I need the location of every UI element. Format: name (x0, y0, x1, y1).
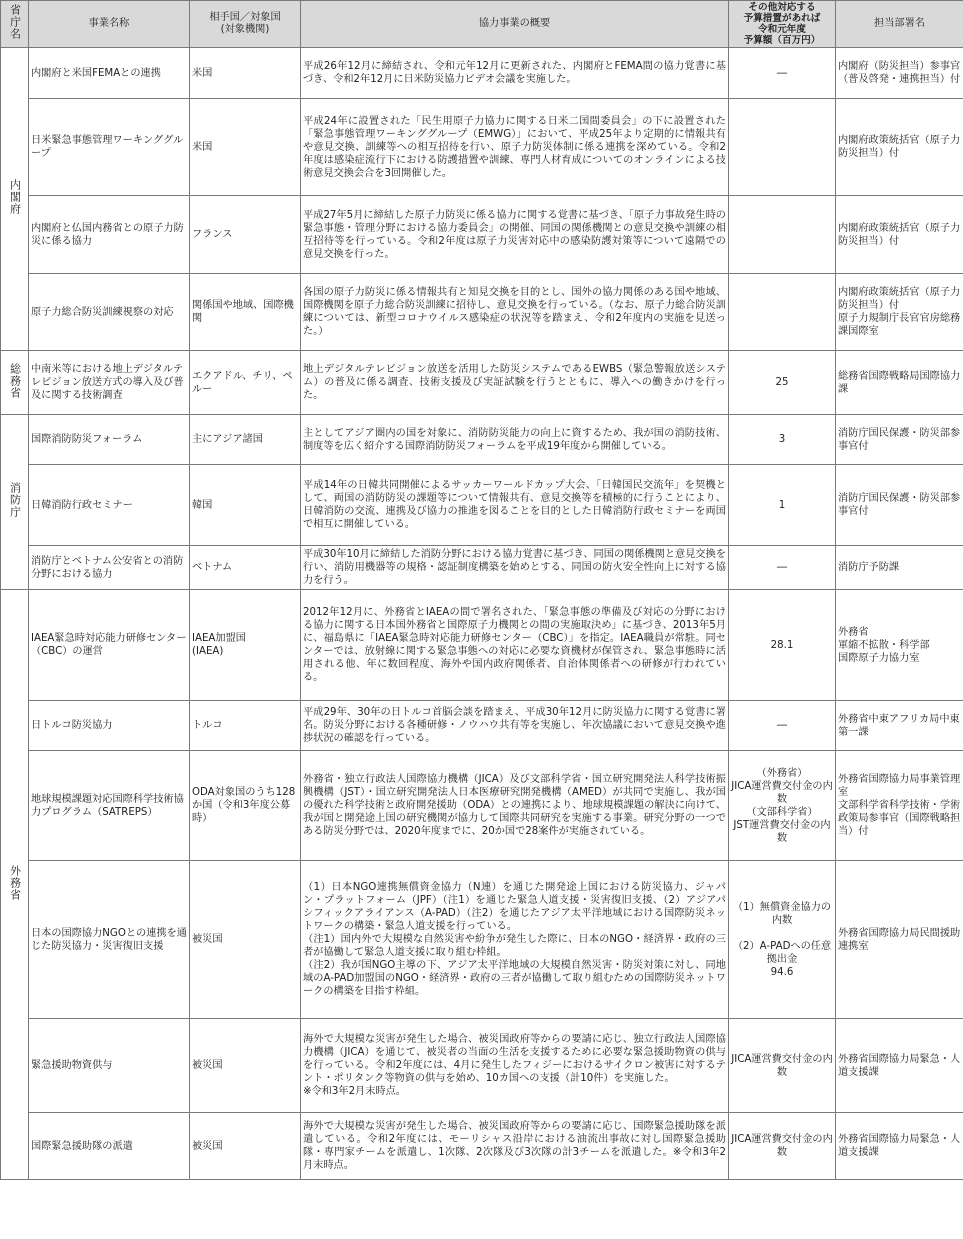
summary: 平成27年5月に締結した原子力防災に係る協力に関する覚書に基づき、「原子力事故発生時の緊急事態・管理分野における協力委員会」の開催、同国の関係機関との意見交換や訓練の相互招待等を行っている。令和2年度は原子力災害対応中の感染防護対策等について遠隔での意見交換を行った。 (301, 196, 729, 274)
header-name: 事業名称 (29, 1, 190, 48)
table-row (1, 701, 963, 751)
budget: （外務省） JICA運営費交付金の内数 （文部科学省） JST運営費交付金の内数 (729, 751, 836, 861)
ministry-cell: 外務省 (1, 590, 29, 1180)
summary: 2012年12月に、外務省とIAEAの間で署名された、「緊急事態の準備及び対応の分野における協力に関する日本国外務省と国際原子力機関との間の実施取決め」に基づき、2013年5月に、福島県に「IAEA緊急時対応能力研修センター（CBC）」を指定。IAEA職員が常駐。同センターでは、放射線に関する緊急事態への対応に必要な資機材が保管され、緊急事態時に活用される他、年に数回程度、海外や国内政府関係者、自治体関係者への研修が行われている。 (301, 590, 729, 701)
summary: 平成30年10月に締結した消防分野における協力覚書に基づき、同国の関係機関と意見交換を行い、消防用機器等の規格・認証制度構築を始めとする、同国の防火安全性向上に対する協力を行う。 (301, 546, 729, 590)
country: フランス (190, 196, 301, 274)
budget: （1）無償資金協力の内数 （2）A-PADへの任意拠出金 94.6 (729, 861, 836, 1019)
ministry-cell: 総務省 (1, 351, 29, 415)
department: 外務省国際協力局民間援助連携室 (836, 861, 963, 1019)
country: エクアドル、チリ、ペルー (190, 351, 301, 415)
budget (729, 274, 836, 351)
country: 関係国や地域、国際機関 (190, 274, 301, 351)
table-row (1, 1019, 963, 1113)
header-summary: 協力事業の概要 (301, 1, 729, 48)
summary: 平成24年に設置された「民生用原子力協力に関する日米二国間委員会」の下に設置された「緊急事態管理ワーキンググループ（EMWG）」において、平成25年より定期的に情報共有や意見交換、訓練等への相互招待を行い、原子力防災体制に係る連携を深めている。令和2年度は感染症流行下における防護措置や訓練、専門人材育成についてのオンラインによる技術意見交換会合を3回開催した。 (301, 99, 729, 196)
budget: 3 (729, 415, 836, 465)
summary: 各国の原子力防災に係る情報共有と知見交換を目的とし、国外の協力関係のある国や地域、国際機関を原子力総合防災訓練に招待し、意見交換を行っている。（なお、原子力総合防災訓練については、新型コロナウイルス感染症の状況等を踏まえ、令和2年度内の実施を見送った。） (301, 274, 729, 351)
country: 米国 (190, 99, 301, 196)
project-name: 中南米等における地上デジタルテレビジョン放送方式の導入及び普及に関する技術調査 (29, 351, 190, 415)
budget: JICA運営費交付金の内数 (729, 1019, 836, 1113)
country: トルコ (190, 701, 301, 751)
project-name: 日トルコ防災協力 (29, 701, 190, 751)
country: 被災国 (190, 1019, 301, 1113)
table-row (1, 546, 963, 590)
project-name: 国際消防防災フォーラム (29, 415, 190, 465)
department: 内閣府政策統括官（原子力防災担当）付 原子力規制庁長官官房総務課国際室 (836, 274, 963, 351)
project-name: IAEA緊急時対応能力研修センター（CBC）の運営 (29, 590, 190, 701)
summary: 平成26年12月に締結され、令和元年12月に更新された、内閣府とFEMA間の協力覚書に基づき、令和2年12月に日米防災協力ビデオ会議を実施した。 (301, 48, 729, 99)
table-row (1, 1113, 963, 1180)
department: 内閣府（防災担当）参事官（普及啓発・連携担当）付 (836, 48, 963, 99)
budget: 28.1 (729, 590, 836, 701)
table-row (1, 590, 963, 701)
project-name: 日韓消防行政セミナー (29, 465, 190, 546)
header-ministry: 省庁名 (1, 1, 29, 48)
project-name: 地球規模課題対応国際科学技術協力プログラム（SATREPS） (29, 751, 190, 861)
country: 被災国 (190, 861, 301, 1019)
summary: 平成14年の日韓共同開催によるサッカーワールドカップ大会、「日韓国民交流年」を契機として、両国の消防防災の課題等について情報共有、意見交換等を積極的に行うことにより、日韓消防の交流、連携及び協力の推進を図ることを目的とした日韓消防行政セミナーを両国で相互に開催している。 (301, 465, 729, 546)
summary: 主としてアジア圏内の国を対象に、消防防災能力の向上に資するため、我が国の消防技術、制度等を広く紹介する国際消防防災フォーラムを平成19年度から開催している。 (301, 415, 729, 465)
project-name: 内閣府と仏国内務省との原子力防災に係る協力 (29, 196, 190, 274)
country: ベトナム (190, 546, 301, 590)
ministry-cell: 内閣府 (1, 48, 29, 351)
budget: ― (729, 546, 836, 590)
summary: 外務省・独立行政法人国際協力機構（JICA）及び文部科学省・国立研究開発法人科学技術振興機構（JST）・国立研究開発法人日本医療研究開発機構（AMED）が共同で実施し、我が国の優れた科学技術と政府開発援助（ODA）との連携により、地球規模課題の解決に向けて、我が国と開発途上国の研究機関が協力して国際共同研究を実施する事業。研究分野の一つである防災分野では、2020年度までに、20か国で28案件が実施されている。 (301, 751, 729, 861)
budget: ― (729, 48, 836, 99)
department: 外務省 軍縮不拡散・科学部 国際原子力協力室 (836, 590, 963, 701)
department: 内閣府政策統括官（原子力防災担当）付 (836, 196, 963, 274)
department: 外務省国際協力局緊急・人道支援課 (836, 1019, 963, 1113)
project-name: 日米緊急事態管理ワーキンググループ (29, 99, 190, 196)
ministry-cell: 消防庁 (1, 415, 29, 590)
table-row (1, 196, 963, 274)
country: IAEA加盟国 (IAEA) (190, 590, 301, 701)
project-name: 日本の国際協力NGOとの連携を通じた防災協力・災害復旧支援 (29, 861, 190, 1019)
table-row (1, 48, 963, 99)
department: 総務省国際戦略局国際協力課 (836, 351, 963, 415)
budget: 1 (729, 465, 836, 546)
budget (729, 196, 836, 274)
department: 消防庁国民保護・防災部参事官付 (836, 415, 963, 465)
table-row (1, 274, 963, 351)
department: 内閣府政策統括官（原子力防災担当）付 (836, 99, 963, 196)
summary: 地上デジタルテレビジョン放送を活用した防災システムであるEWBS（緊急警報放送システム）の普及に係る調査、技術支援及び実証試験を行うとともに、導入への働きかけを行った。 (301, 351, 729, 415)
table-row (1, 465, 963, 546)
country: 米国 (190, 48, 301, 99)
summary: 海外で大規模な災害が発生した場合、被災国政府等からの要請に応じ、国際緊急援助隊を派遣している。令和2年度には、モーリシャス沿岸における油流出事故に対し国際緊急援助隊・専門家チームを派遣し、1次隊、2次隊及び3次隊の計3チームを派遣した。※令和3年2月末時点。 (301, 1113, 729, 1180)
header-row (1, 1, 963, 48)
budget: 25 (729, 351, 836, 415)
department: 消防庁予防課 (836, 546, 963, 590)
project-name: 国際緊急援助隊の派遣 (29, 1113, 190, 1180)
summary: 海外で大規模な災害が発生した場合、被災国政府等からの要請に応じ、独立行政法人国際協力機構（JICA）を通じて、被災者の当面の生活を支援するために必要な緊急援助物資の供与を行っている。令和2年度には、4月に発生したフィジーにおけるサイクロン被害に対するテント・ポリタンク等物資の供与を始め、10カ国への支援（計10件）を実施した。 ※令和3年2月末時点。 (301, 1019, 729, 1113)
project-name: 原子力総合防災訓練視察の対応 (29, 274, 190, 351)
department: 外務省国際協力局緊急・人道支援課 (836, 1113, 963, 1180)
department: 消防庁国民保護・防災部参事官付 (836, 465, 963, 546)
country: 主にアジア諸国 (190, 415, 301, 465)
country: 韓国 (190, 465, 301, 546)
project-name: 消防庁とベトナム公安省との消防分野における協力 (29, 546, 190, 590)
table-row (1, 351, 963, 415)
department: 外務省国際協力局事業管理室 文部科学省科学技術・学術政策局参事官（国際戦略担当）付 (836, 751, 963, 861)
budget (729, 99, 836, 196)
table-row (1, 415, 963, 465)
table-row (1, 861, 963, 1019)
department: 外務省中東アフリカ局中東第一課 (836, 701, 963, 751)
header-country: 相手国／対象国 (対象機関) (190, 1, 301, 48)
summary: （1）日本NGO連携無償資金協力（N連）を通じた開発途上国における防災協力、ジャパン・プラットフォーム（JPF）（注1）を通じた緊急人道支援・災害復旧支援、（2）アジアパシフィックアライアンス（A-PAD）（注2）を通じたアジア太平洋地域における国際防災ネットワークの構築・緊急人道支援を行っている。 （注1）国内外で大規模な自然災害や紛争が発生した際に、日本のNGO・経済界・政府の三者が協働して緊急人道支援に取り組む枠組。 （注2）我が国NGO主導の下、アジア太平洋地域の大規模自然災害・防災対策に対し、同地域のA-PAD加盟国のNGO・経済界・政府の三者が協働して取り組むための国際防災ネットワークの構築を目指す枠組。 (301, 861, 729, 1019)
table-row (1, 751, 963, 861)
header-budget: その他対応する 予算措置があれば 令和元年度 予算額（百万円） (729, 1, 836, 48)
summary: 平成29年、30年の日トルコ首脳会談を踏まえ、平成30年12月に防災協力に関する覚書に署名。防災分野における各種研修・ノウハウ共有等を実施し、年次協議において意見交換や進捗状況の確認を行っている。 (301, 701, 729, 751)
project-name: 内閣府と米国FEMAとの連携 (29, 48, 190, 99)
table-row (1, 99, 963, 196)
header-dept: 担当部署名 (836, 1, 963, 48)
budget: ― (729, 701, 836, 751)
budget: JICA運営費交付金の内数 (729, 1113, 836, 1180)
country: 被災国 (190, 1113, 301, 1180)
project-name: 緊急援助物資供与 (29, 1019, 190, 1113)
country: ODA対象国のうち128か国（令和3年度公募時） (190, 751, 301, 861)
